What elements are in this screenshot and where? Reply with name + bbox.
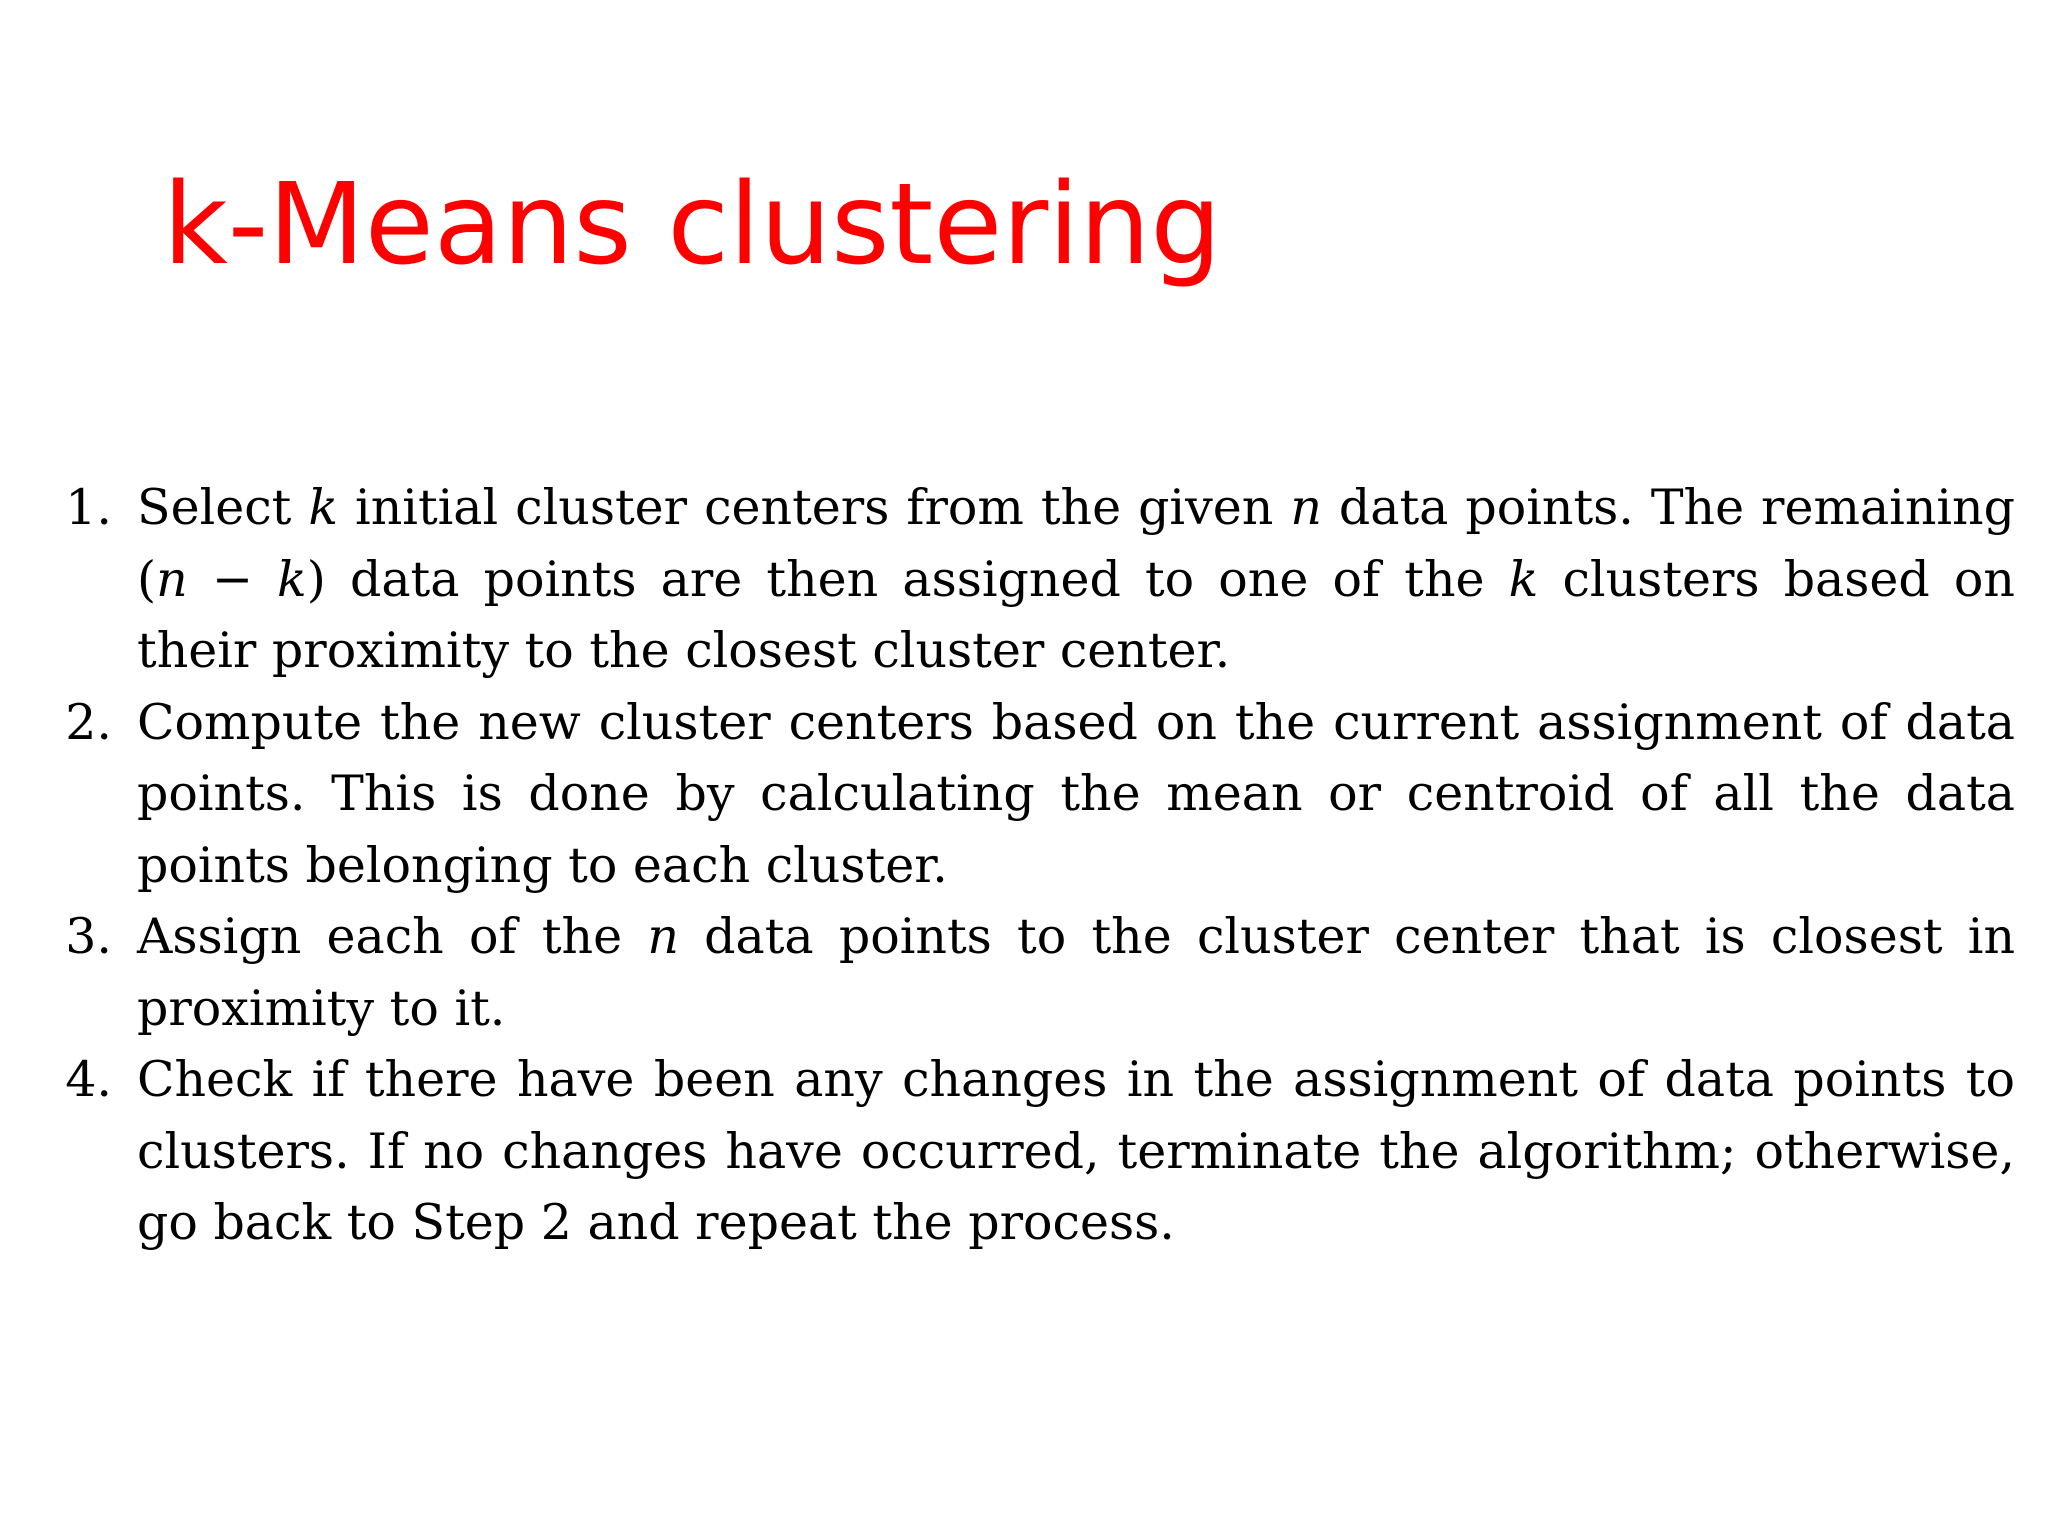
step-number: 1. — [65, 479, 112, 536]
step-number: 4. — [65, 1051, 112, 1108]
step-item-4 — [52, 1044, 2015, 1259]
step-number: 2. — [65, 693, 112, 751]
math-variable: k — [1508, 550, 1539, 608]
math-variable: n — [156, 550, 188, 608]
step-item-2 — [52, 687, 2015, 902]
step-number: 3. — [65, 908, 112, 965]
math-variable: n — [647, 908, 679, 965]
math-variable: k — [308, 479, 339, 536]
math-variable: n — [1290, 479, 1322, 536]
steps-list — [52, 472, 2015, 1259]
step-text: Compute the new cluster centers based on the current assignment of data points. This is done by calculating the mean or centroid of all the data points belonging to each cluster. — [137, 693, 2015, 894]
math-variable: k — [277, 550, 307, 608]
step-item-3 — [52, 901, 2015, 1044]
step-text: Assign each of the n data points to the cluster center that is closest in proximity to it. — [137, 908, 2015, 1037]
step-text: Select k initial cluster centers from the given n data points. The remaining (n − k) data points are then assigned to one of the k clusters based on their proximity to the closest cluster center. — [137, 479, 2015, 679]
slide-title: k-Means clustering — [163, 160, 1222, 290]
step-item-1 — [52, 472, 2015, 687]
step-text: Check if there have been any changes in the assignment of data points to clusters. If no changes have occurred, terminate the algorithm; otherwise, go back to Step 2 and repeat the process. — [137, 1051, 2015, 1251]
